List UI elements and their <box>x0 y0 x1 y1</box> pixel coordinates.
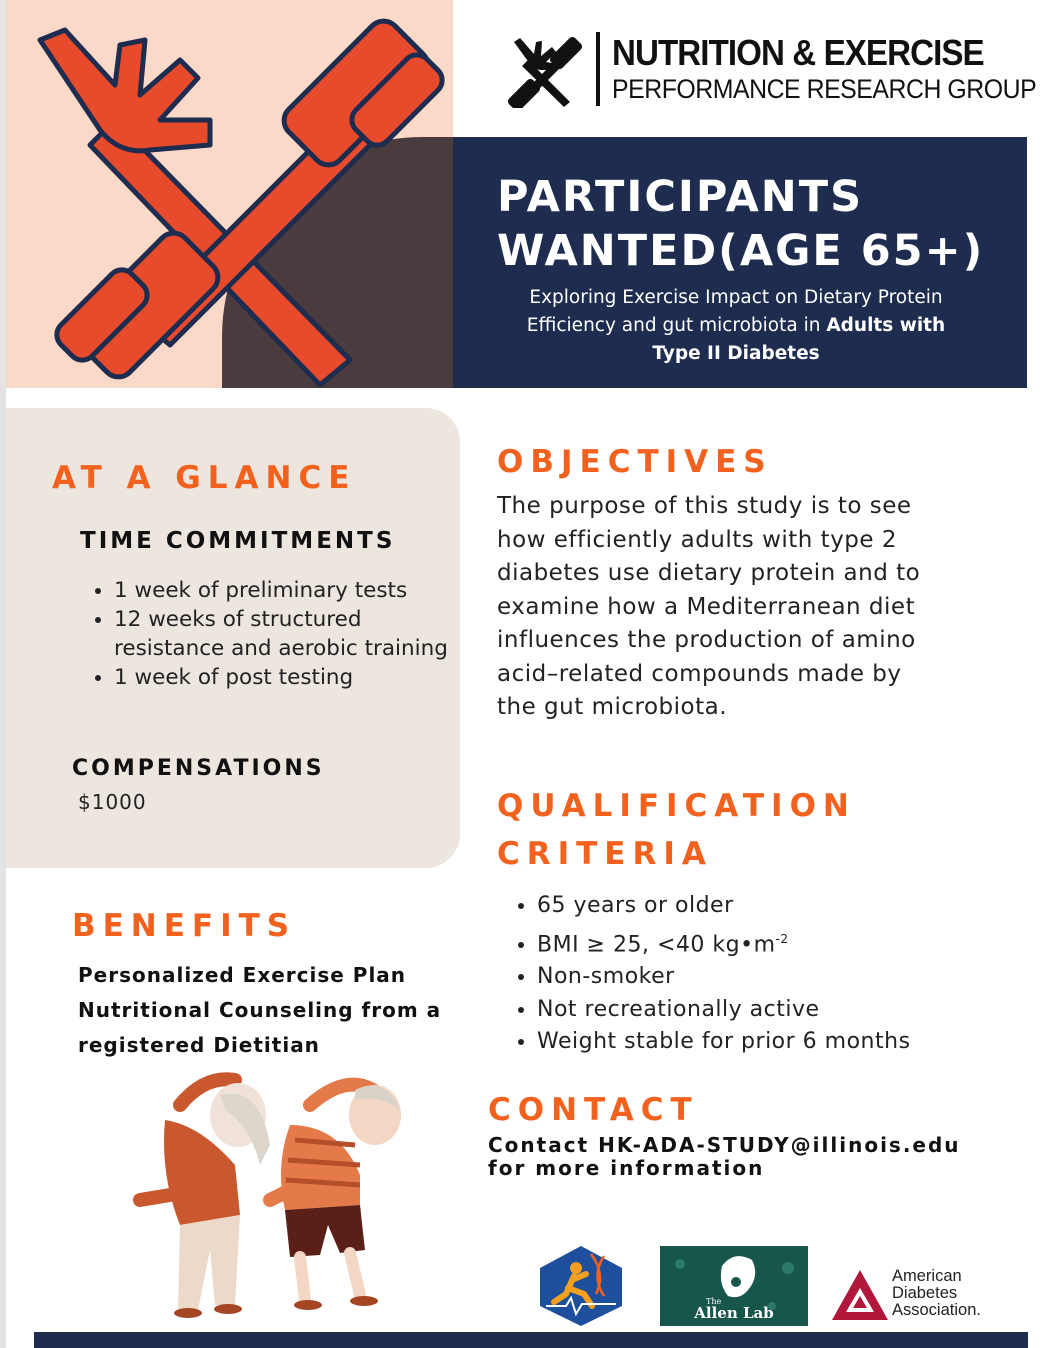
left-person-figure <box>140 1079 270 1318</box>
subhead-line2 <box>470 312 1002 340</box>
footer-bar <box>34 1332 1028 1348</box>
list-item: • Not recreationally active <box>537 994 911 1027</box>
subheadline <box>470 284 1002 368</box>
contact-title: CONTACT <box>488 1092 699 1128</box>
org-name-line1: NUTRITION & EXERCISE <box>612 32 984 73</box>
runner-dna-logo <box>536 1244 626 1328</box>
subhead-line1: Exploring Exercise Impact on Dietary Protein <box>529 287 943 308</box>
subhead-line2-plain: Efficiency and gut microbiota in <box>526 315 827 336</box>
list-item: • Non-smoker <box>537 961 911 994</box>
ada-name <box>892 1268 981 1319</box>
list-item: • Weight stable for prior 6 months <box>537 1026 911 1059</box>
contact-line2: for more information <box>488 1156 765 1180</box>
compensations-title: COMPENSATIONS <box>72 756 325 781</box>
subhead-line3 <box>470 340 1002 368</box>
american-diabetes-association-logo <box>830 1266 1020 1326</box>
allen-lab-small-text: The <box>706 1297 722 1306</box>
qualification-title-line1: QUALIFICATION <box>497 788 856 824</box>
benefit-line: Nutritional Counseling from a <box>78 998 442 1022</box>
ada-line1: American <box>892 1267 962 1285</box>
subhead-line3-bold: Type II Diabetes <box>652 343 820 364</box>
fork-dumbbell-icon <box>508 32 584 108</box>
benefits-title: BENEFITS <box>72 908 297 944</box>
right-person-figure <box>270 1085 401 1310</box>
headline <box>497 170 984 278</box>
seniors-stretching-illustration <box>110 1065 410 1325</box>
bmi-exponent: -2 <box>775 931 789 946</box>
org-logo <box>508 28 1037 110</box>
qualification-title <box>497 782 917 878</box>
objectives-text: The purpose of this study is to see how efficiently adults with type 2 diabetes use dietary protein and to examine how a Mediterranean diet influences the production of amino acid–related compounds made by the gut microbiota. <box>497 493 921 720</box>
allen-lab-name: Allen Lab <box>694 1304 774 1322</box>
org-name-line2: PERFORMANCE RESEARCH GROUP <box>612 74 1037 104</box>
bmi-text: BMI ≥ 25, <40 kg•m <box>537 931 776 957</box>
headline-line2: WANTED(AGE 65+) <box>497 226 985 276</box>
qualification-title-line2: CRITERIA <box>497 836 713 872</box>
contact-text <box>488 1134 1008 1180</box>
benefit-line: Personalized Exercise Plan <box>78 963 407 987</box>
objectives-title: OBJECTIVES <box>497 444 773 480</box>
headline-line1: PARTICIPANTS <box>497 172 864 222</box>
ada-line2: Diabetes <box>892 1284 958 1302</box>
at-a-glance-title: AT A GLANCE <box>52 460 357 496</box>
list-item: • 12 weeks of structured resistance and aerobic training <box>114 605 474 663</box>
contact-line1: Contact HK-ADA-STUDY@illinois.edu <box>488 1133 961 1157</box>
logo-divider <box>596 32 600 106</box>
list-item: • 1 week of preliminary tests <box>114 576 474 605</box>
benefits-text <box>78 958 448 1063</box>
qualification-list <box>505 890 911 1059</box>
ada-line3: Association. <box>892 1301 981 1319</box>
compensation-amount: $1000 <box>78 790 147 814</box>
subhead-line2-bold: Adults with <box>826 315 946 336</box>
benefit-line: registered Dietitian <box>78 1033 320 1057</box>
allen-lab-logo <box>660 1246 808 1326</box>
list-item: • 1 week of post testing <box>114 663 474 692</box>
list-item <box>537 923 911 962</box>
fork-dumbbell-hero-icon <box>20 0 450 388</box>
time-commitments-title: TIME COMMITMENTS <box>80 528 396 554</box>
list-item: • 65 years or older <box>537 890 911 923</box>
ada-triangle-icon <box>830 1266 890 1326</box>
time-commitments-list <box>82 576 474 692</box>
